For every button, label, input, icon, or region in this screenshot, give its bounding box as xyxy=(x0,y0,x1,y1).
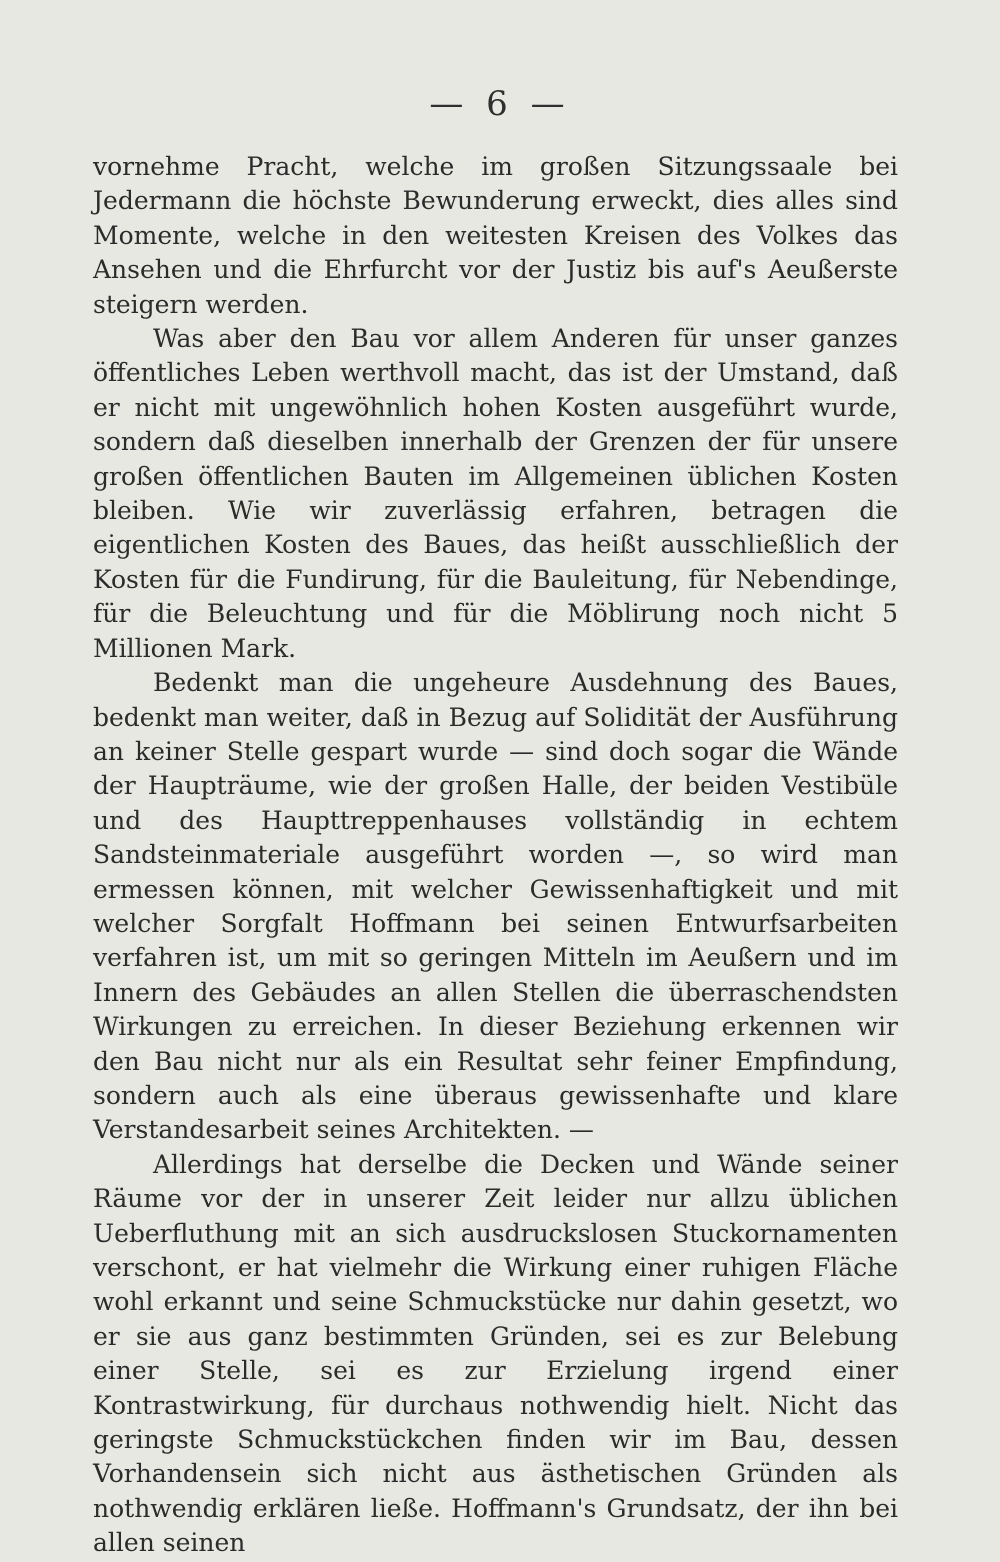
paragraph-2: Was aber den Bau vor allem Anderen für unser ganzes öffentliches Leben werthvoll macht, das ist der Umstand, daß er nicht mit ungewöhnlich hohen Kosten ausgeführt wurde, sondern daß dieselben innerhalb der Grenzen der für unsere großen öffentlichen Bauten im Allgemeinen üblichen Kosten bleiben. Wie wir zuverlässig erfahren, betragen die eigentlichen Kosten des Baues, das heißt ausschließlich der Kosten für die Fundirung, für die Bauleitung, für Nebendinge, für die Beleuchtung und für die Möblirung noch nicht 5 Millionen Mark. xyxy=(93,324,898,663)
paragraph-1: vornehme Pracht, welche im großen Sitzungssaale bei Jedermann die höchste Bewunderung erweckt, dies alles sind Momente, welche in den weitesten Kreisen des Volkes das Ansehen und die Ehrfurcht vor der Justiz bis auf's Aeußerste steigern werden. xyxy=(93,152,898,319)
page-number: — 6 — xyxy=(429,84,571,124)
body-text xyxy=(93,150,898,1561)
paragraph-4: Allerdings hat derselbe die Decken und Wände seiner Räume vor der in unserer Zeit leider nur allzu üblichen Ueberfluthung mit an sich ausdruckslosen Stuckornamenten verschont, er hat vielmehr die Wirkung einer ruhigen Fläche wohl erkannt und seine Schmuckstücke nur dahin gesetzt, wo er sie aus ganz bestimmten Gründen, sei es zur Belebung einer Stelle, sei es zur Erzielung irgend einer Kontrastwirkung, für durchaus nothwendig hielt. Nicht das geringste Schmuckstückchen finden wir im Bau, dessen Vorhandensein sich nicht aus ästhetischen Gründen als nothwendig erklären ließe. Hoffmann's Grundsatz, der ihn bei allen seinen xyxy=(93,1149,898,1558)
paragraph-3: Bedenkt man die ungeheure Ausdehnung des Baues, bedenkt man weiter, daß in Bezug auf Solidität der Ausführung an keiner Stelle gespart wurde — sind doch sogar die Wände der Haupträume, wie der großen Halle, der beiden Vestibüle und des Haupttreppenhauses vollständig in echtem Sandsteinmateriale ausgeführt worden —, so wird man ermessen können, mit welcher Gewissenhaftigkeit und mit welcher Sorgfalt Hoffmann bei seinen Entwurfsarbeiten verfahren ist, um mit so geringen Mitteln im Aeußern und im Innern des Gebäudes an allen Stellen die überraschendsten Wirkungen zu erreichen. In dieser Beziehung erkennen wir den Bau nicht nur als ein Resultat sehr feiner Empfindung, sondern auch als eine überaus gewissenhafte und klare Verstandesarbeit seines Architekten. — xyxy=(93,668,898,1145)
